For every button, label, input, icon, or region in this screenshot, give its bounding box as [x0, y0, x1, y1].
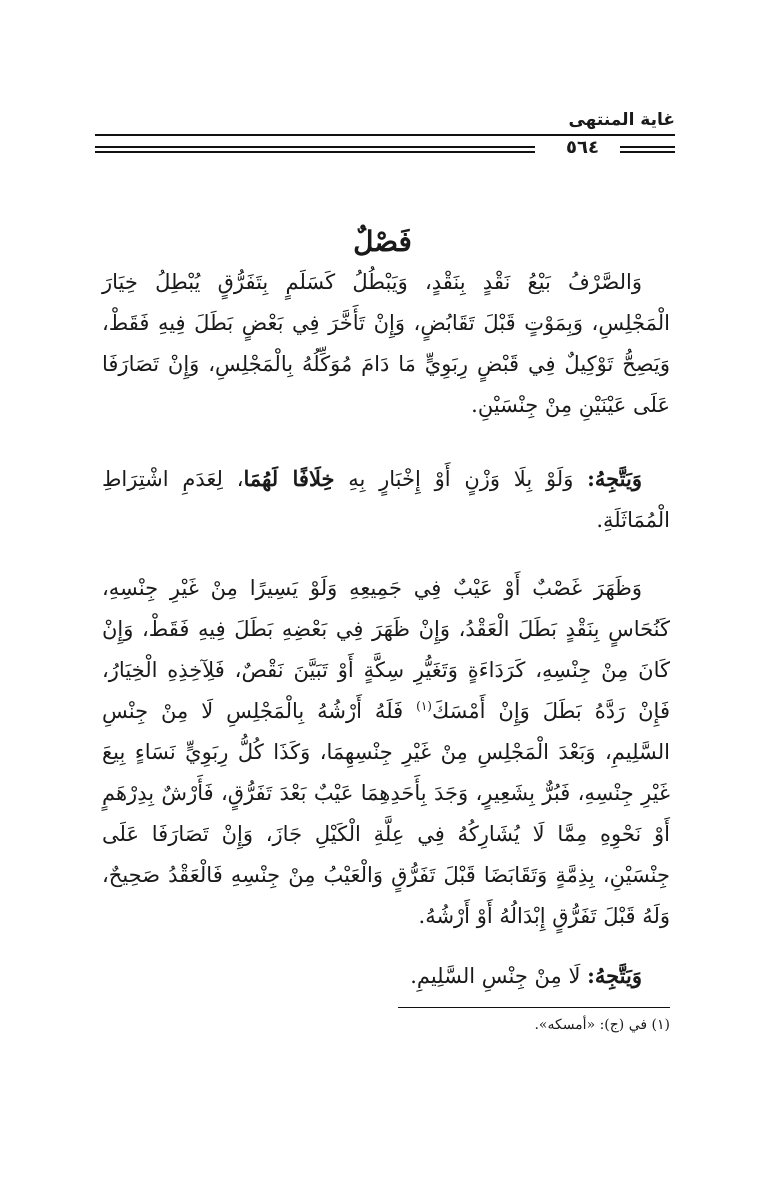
paragraph-3-text-b: فَلَهُ أَرْشُهُ بِالْمَجْلِسِ لَا مِنْ جِنْسِ السَّلِيمِ، وَبَعْدَ الْمَجْلِسِ مِنْ غَيْرِ جِنْسِهِمَا، وَكَذَا كُلُّ رِبَوِيٍّ نَسَاءٍ بِيعَ غَيْرِ جِنْسِهِ، فَبُرٌّ بِشَعِيرٍ، وَجَدَ بِأَحَدِهِمَا عَيْبٌ بَعْدَ تَفَرُّقٍ، فَأَرْشٌ بِدِرْهَمٍ أَوْ نَحْوِهِ مِمَّا لَا يُشَارِكُهُ فِي عِلَّةِ الْكَيْلِ جَازَ، وَإِنْ تَصَارَفَا عَلَى جِنْسَيْنِ، بِذِمَّةٍ وَتَقَابَضَا قَبْلَ تَفَرُّقٍ وَالْعَيْبُ مِنْ جِنْسِهِ فَالْعَقْدُ صَحِيحٌ، وَلَهُ قَبْلَ تَفَرُّقٍ إِبْدَالُهُ أَوْ أَرْشُهُ. — [102, 699, 670, 928]
header-double-rule-right — [615, 146, 675, 148]
paragraph-2-text-b: ، لِعَدَمِ اشْتِرَاطِ الْمُمَاثَلَةِ. — [102, 467, 670, 532]
yattajih-label: وَيَتَّجِهُ: — [587, 466, 642, 491]
paragraph-4 — [102, 955, 670, 997]
header-double-rule-left-2 — [95, 151, 535, 153]
footnote: (١) في (ج): «أمسكه». — [534, 1017, 670, 1033]
paragraph-2-bold-phrase: خِلَافًا لَهُمَا — [243, 466, 335, 491]
paragraph-3 — [102, 568, 670, 937]
paragraph-1: وَالصَّرْفُ بَيْعُ نَقْدٍ بِنَقْدٍ، وَيَبْطُلُ كَسَلَمٍ بِتَفَرُّقٍ يُبْطِلُ خِيَارَ الْمَجْلِسِ، وَبِمَوْتٍ قَبْلَ تَقَابُضٍ، وَإِنْ تَأَخَّرَ فِي بَعْضٍ بَطَلَ فِيهِ فَقَطْ، وَيَصِحُّ تَوْكِيلٌ فِي قَبْضٍ رِبَوِيٍّ مَا دَامَ مُوَكِّلُهُ بِالْمَجْلِسِ، وَإِنْ تَصَارَفَا عَلَى عَيْنَيْنِ مِنْ جِنْسَيْنِ. — [102, 270, 670, 417]
paragraph-4-text: لَا مِنْ جِنْسِ السَّلِيمِ. — [410, 964, 588, 988]
yattajih-label-2: وَيَتَّجِهُ: — [587, 963, 642, 988]
footnote-marker[interactable]: (١) — [416, 699, 432, 713]
header-rule — [95, 134, 675, 136]
paragraph-3-text-a: وَظَهَرَ غَصْبٌ أَوْ عَيْبٌ فِي جَمِيعِهِ وَلَوْ يَسِيرًا مِنْ غَيْرِ جِنْسِهِ، كَنُحَاسٍ بِنَقْدٍ بَطَلَ الْعَقْدُ، وَإِنْ ظَهَرَ فِي بَعْضِهِ بَطَلَ فِيهِ فَقَطْ، وَإِنْ كَانَ مِنْ جِنْسِهِ، كَرَدَاءَةٍ وَتَغَيُّرِ سِكَّةٍ أَوْ تَبَيَّنَ نَقْصٌ، فَلِآخِذِهِ الْخِيَارُ، فَإِنْ رَدَّهُ بَطَلَ وَإِنْ أَمْسَكَ — [102, 576, 670, 723]
running-head-title: غاية المنتهى — [568, 110, 675, 130]
section-title: فَصْلٌ — [353, 225, 412, 258]
header-double-rule-right-2 — [615, 151, 675, 153]
paragraph-2 — [102, 458, 670, 541]
footnote-separator — [398, 1007, 670, 1008]
page-number: ٥٦٤ — [545, 137, 620, 158]
paragraph-2-text-a: وَلَوْ بِلَا وَزْنٍ أَوْ إِخْبَارٍ بِهِ — [334, 467, 588, 491]
header-double-rule-left — [95, 146, 535, 148]
